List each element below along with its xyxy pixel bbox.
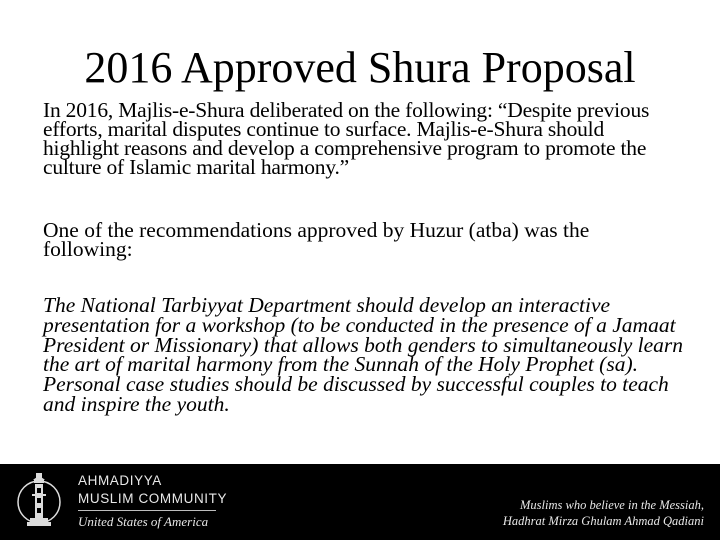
org-name-line2: MUSLIM COMMUNITY [78, 491, 228, 506]
footer-divider [78, 510, 216, 511]
paragraph-recommendation-quote: The National Tarbiyyat Department should develop an interactive presentation for a workshop (to be conducted in the presence of a Jamaat President or Missionary) that allows both genders to simultaneously learn the art of marital harmony from the Sunnah of the Holy Prophet (sa). Personal case studies should be discussed by successful couples to teach and inspire the youth. [43, 293, 683, 416]
slide-title: 2016 Approved Shura Proposal [84, 43, 636, 92]
org-name-line1: AHMADIYYA [78, 473, 162, 488]
tagline-line1: Muslims who believe in the Messiah, [520, 498, 704, 512]
footer-banner [0, 464, 720, 540]
paragraph-recommendation-intro: One of the recommendations approved by Huzur (atba) was the following: [43, 218, 590, 261]
minaret-icon [16, 470, 62, 534]
tagline-line2: Hadhrat Mirza Ghulam Ahmad Qadiani [502, 514, 704, 528]
paragraph-shura-deliberation: In 2016, Majlis-e-Shura deliberated on the following: “Despite previous efforts, marital disputes continue to surface. Majlis-e-Shura should highlight reasons and develop a comprehensive program to promote the culture of Islamic marital harmony.” [43, 98, 650, 179]
org-country: United States of America [78, 514, 209, 529]
